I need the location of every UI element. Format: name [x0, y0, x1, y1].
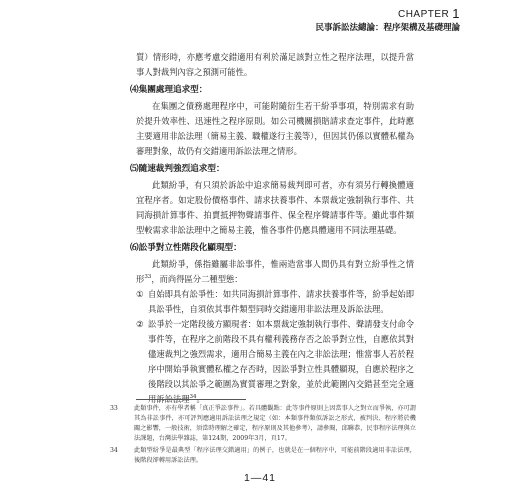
item-tail: 。	[196, 394, 205, 404]
section-4	[130, 83, 414, 159]
paragraph-text: 此類紛爭，有只須於訴訟中追求簡易裁判即可者，亦有須另行轉換體適宜程序者。如定股份價格事件、請求扶養事件、本票裁定強制執行事件、共同海損計算事件、拍賣抵押物聲請事件、保全程序聲請事件等。雖此事件類型較需求非訟法理中之簡易主義，惟各事件仍應具體適用不同法理基礎。	[136, 180, 414, 235]
list-item	[136, 317, 414, 407]
chapter-word: CHAPTER	[397, 9, 450, 20]
footnote-number: 33	[110, 405, 118, 412]
list-item	[136, 287, 414, 317]
section-title: ⑸隨速裁判強烈追求型：	[130, 164, 225, 174]
section-paragraph	[136, 178, 414, 238]
section-title: ⑹訟爭對立性階段化顯現型：	[130, 243, 242, 253]
chapter-label	[315, 8, 460, 20]
footnote-divider	[136, 399, 246, 400]
footnote-ref-33[interactable]: 33	[144, 274, 152, 281]
item-text: 訟爭於一定階段後方顯現者：如本票裁定強制執行事件、聲請發支付命令事件等，在程序之前階段不具有權利義務存否之訟爭對立性，自應依其對儘速裁判之強烈需求，適用合簡易主義在內之非訟法理；惟當事人若於程序中開始爭執實體私權之存否時，因訟爭對立性具體顯現，自應於程序之後階段以其訟爭之範圍為實質審理之對象，並於此範圍內交錯甚至完全適用訴訟法理	[148, 319, 414, 404]
footnotes	[110, 404, 416, 468]
chapter-number: 1	[452, 6, 460, 21]
page-number: 1—41	[243, 472, 277, 484]
list-marker: ①	[136, 289, 144, 299]
main-text	[130, 50, 414, 407]
section-title: ⑷集團處理追求型：	[130, 85, 208, 95]
list-marker: ②	[136, 319, 144, 329]
footnote-text: 此類型紛爭是最典型「程序法理交錯適用」的例子，也就是在一個程序中，可能前階段適用非訟法理，後階段卻轉用訴訟法理。	[134, 447, 416, 464]
section-paragraph	[136, 257, 414, 287]
footnote-33	[110, 404, 416, 444]
intro-paragraph: 質）情形時，亦應考慮交錯適用有利於滿足該對立性之程序法理，以提升當事人對裁判內容之預測可能性。	[136, 52, 414, 77]
footnote-ref-34[interactable]: 34	[189, 394, 197, 401]
section-6	[130, 241, 414, 407]
running-header	[315, 8, 460, 33]
section-paragraph	[136, 99, 414, 159]
footnote-text: 此類事件，亦有學者稱「真正爭訟事件」。若具體觀點：此等事件原則上因當事人之對立而爭執，亦可謂其為非訟事件，亦可評判應適用訴訟法理之規定（如：本類事件類似訴訟之形式，被判決、程序將於機關之影響，一般技術，須當時理解之確定，程序原則及其他參考），請參閱，邱聯恭，民事程序法理與立法課題，台灣法學雜誌，第124期，2009年3月，頁17。	[134, 405, 416, 442]
paragraph-text: 在集團之債務處理程序中，可能附隨衍生若干紛爭事項，特別需求有助於提升效率性、迅速性之程序原則。如公司機關損賠請求查定事件，此時應主要適用非訟法理（簡易主義、職權遂行主義等），但因其仍係以實體私權為審理對象，故仍有交錯適用訴訟法理之情形。	[136, 101, 414, 156]
footnote-34	[110, 446, 416, 466]
header-title: 民事訴訟法總論：程序架構及基礎理論	[315, 23, 460, 33]
list-text	[148, 317, 414, 407]
footnote-number: 34	[110, 447, 118, 454]
list-text	[148, 287, 414, 317]
item-text: 自始即具有訟爭性：如共同海損計算事件、請求扶養事件等，紛爭起始即具訟爭性，自須依其事件類型同時交錯適用非訟法理及訴訟法理。	[148, 289, 414, 314]
paragraph-tail: ，而尚得區分二種型態：	[151, 274, 243, 284]
section-5	[130, 162, 414, 238]
paragraph-text: 此類紛爭，係指雖屬非訟事件，惟兩造當事人間仍具有對立紛爭性之情形	[136, 259, 414, 284]
